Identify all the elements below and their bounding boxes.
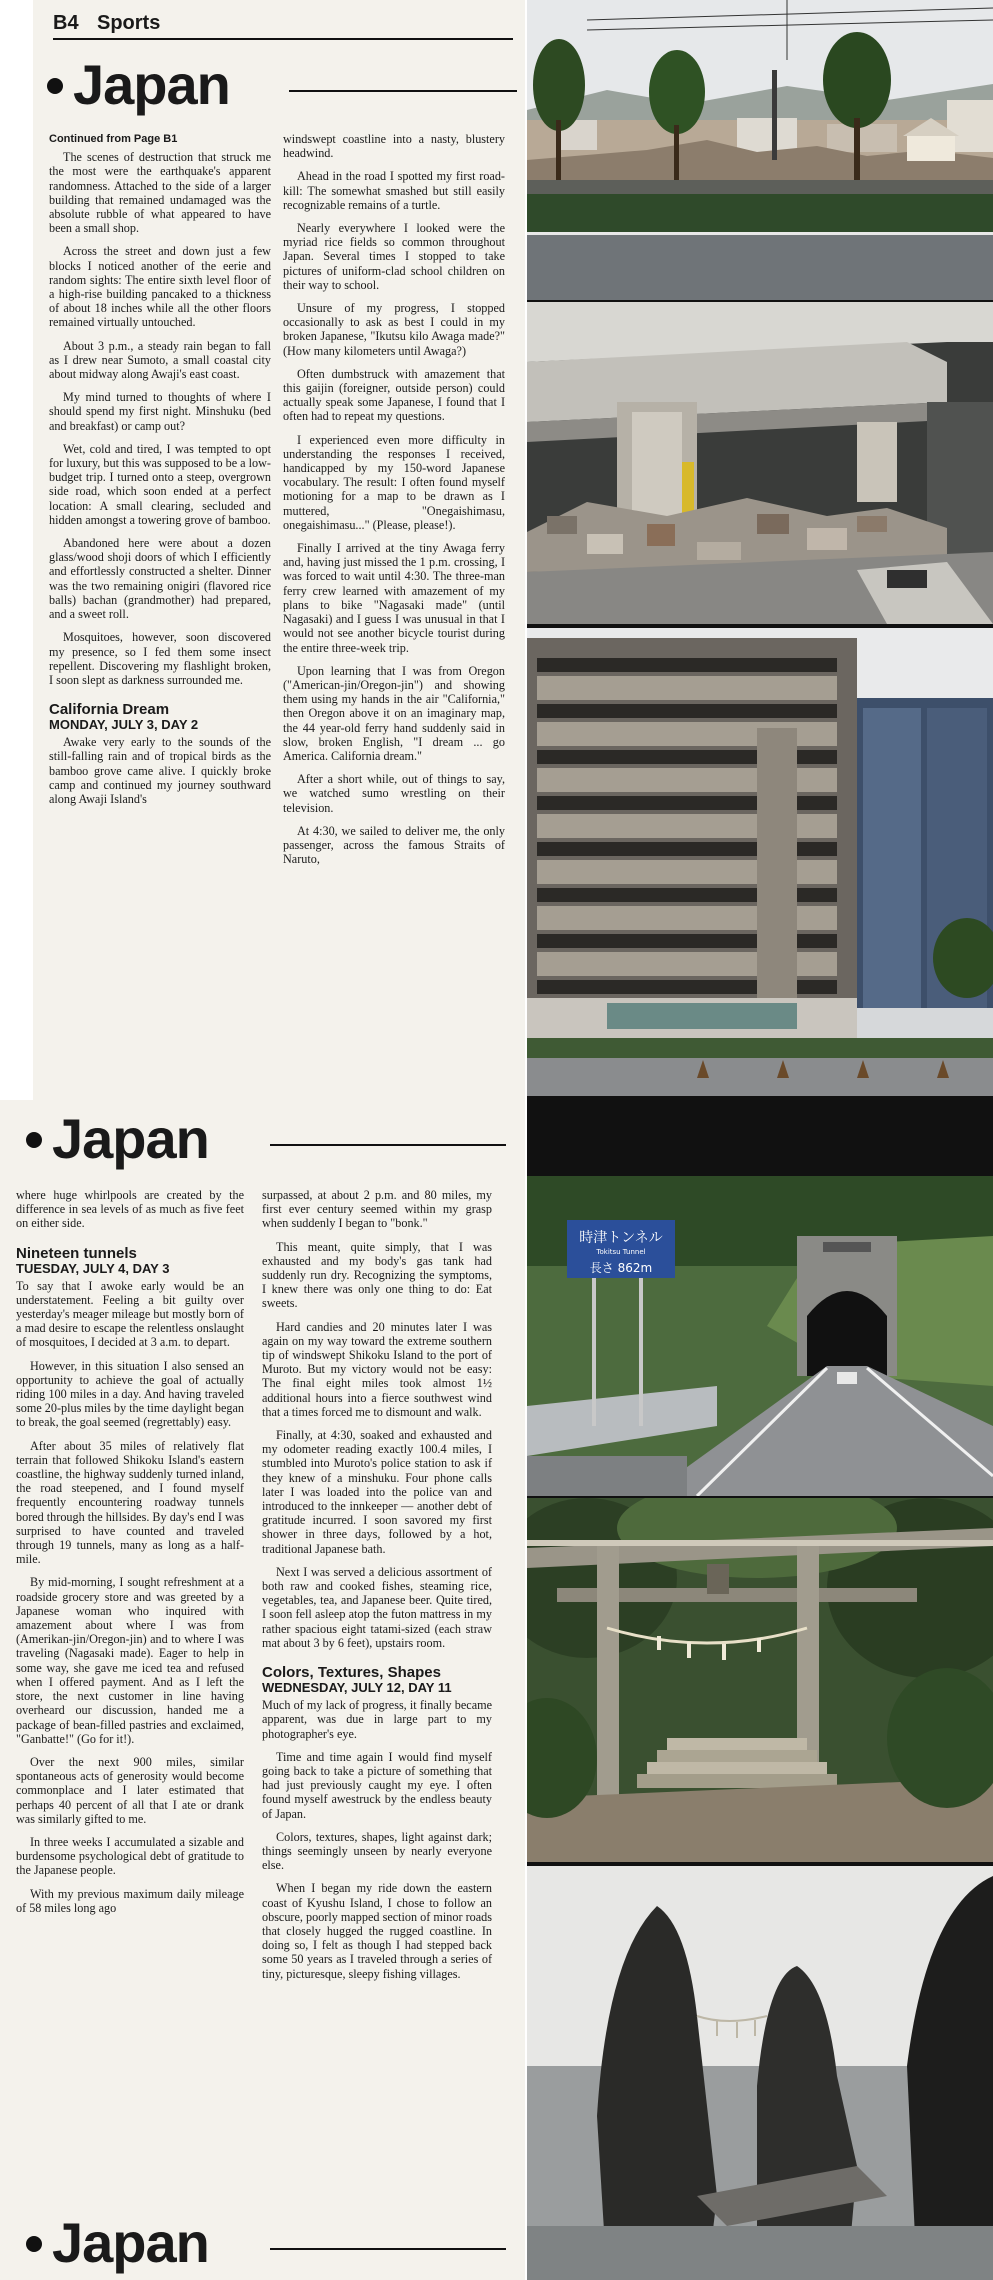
paragraph: Colors, textures, shapes, light against dark; things seemingly unseen by nearly everyone else. xyxy=(262,1829,492,1873)
paragraph: After a short while, out of things to say, we watched sumo wrestling on their television. xyxy=(283,772,505,815)
tunnel-image xyxy=(527,1176,993,1496)
paragraph: where huge whirlpools are created by the difference in sea levels of as much as five feet on either side. xyxy=(16,1188,244,1231)
paragraph: With my previous maximum daily mileage of 58 miles long ago xyxy=(16,1886,244,1915)
top-column-1 xyxy=(49,132,271,815)
paragraph: Ahead in the road I spotted my first road-kill: The somewhat smashed but still easily recognizable remains of a turtle. xyxy=(283,169,505,212)
paragraph: However, in this situation I also sensed an opportunity to achieve the goal of actually riding 100 miles in a day. And having traveled some 20-plus miles by the time daylight began to break, the goal seemed (regrettably) easy. xyxy=(16,1358,244,1430)
photo-city-buildings xyxy=(527,628,993,1096)
bottom-clipping xyxy=(0,1100,525,2280)
paragraph: When I began my ride down the eastern coast of Kyushu Island, I chose to follow an obscure, poorly mapped section of minor roads that closely hugged the rugged coastline. In doing so, I felt as though I had stepped back some 50 years as I traveled through a series of tiny, picturesque, sleepy fishing villages. xyxy=(262,1881,492,1981)
photo-street-rubble xyxy=(527,0,993,300)
bullet-dot-icon xyxy=(26,1132,42,1148)
paragraph: Finally, at 4:30, soaked and exhausted and my odometer reading exactly 100.4 miles, I stumbled into Muroto's police station to ask if they knew of a minshuku. Four phone calls later I was loaded into the police van and introduced to the innkeeper — another debt of gratitude incurred. I soon savored my first shower in three days, followed by a hot, traditional Japanese bath. xyxy=(262,1428,492,1556)
page-header xyxy=(53,8,513,40)
logo-rule xyxy=(289,90,517,92)
paragraph: After about 35 miles of relatively flat terrain that followed Shikoku Island's eastern coastline, the highway suddenly turned inland, the road steepened, and I found myself frequently encountering roadway tunnels bored through the hillsides. By day's end I was surprised to have counted and traveled through 19 tunnels, many as long as a half-mile. xyxy=(16,1438,244,1567)
paragraph: Next I was served a delicious assortment of both raw and cooked fishes, steaming rice, vegetables, tea, and Japanese beer. Quite tired, I soon fell asleep atop the futon mattress in my rather spacious eight tatami-sized (each straw mat about 3 by 6 feet), upstairs room. xyxy=(262,1564,492,1650)
photo-strip xyxy=(527,0,993,2280)
paragraph: Awake very early to the sounds of the still-falling rain and of tropical birds as the bamboo grove came alive. I quickly broke camp and continued my journey southward along Awaji Island's xyxy=(49,735,271,806)
photo-coastal-rocks xyxy=(527,1866,993,2280)
collapsed-overpass-image xyxy=(527,302,993,624)
logo-rule xyxy=(270,2248,506,2250)
street-rubble-image xyxy=(527,0,993,300)
japan-logo-middle xyxy=(26,1107,506,1172)
city-buildings-image xyxy=(527,628,993,1096)
paragraph: I experienced even more difficulty in understanding the responses I received, handicapped by my 150-word Japanese vocabulary. The result: I often found myself motioning for a map to be drawn as I muttered, "Onegaishimasu, onegaishimasu..." (Please, please!). xyxy=(283,432,505,532)
paragraph: By mid-morning, I sought refreshment at a roadside grocery store and was greeted by a Japanese woman who inquired with amazement about where I was from (Amerikan-jin/Oregon-jin) and to where I was traveling (Nagasaki made). Eager to help in some way, she gave me iced tea and refused when I offered payment. And as I left the store, the next customer in line having overheard our discussion, handed me a package of bean-filled pastries and exclaimed, "Ganbatte!" (Go for it!). xyxy=(16,1575,244,1746)
paragraph: Upon learning that I was from Oregon ("American-jin/Oregon-jin") and showing them using my hands in the air "California," then Oregon above it on an imaginary map, the 44 year-old ferry hand suddenly said in slow, broken English, "I dream ... go America. California dream." xyxy=(283,663,505,763)
subhead-colors-textures-shapes: Colors, Textures, Shapes xyxy=(262,1664,441,1682)
paragraph: This meant, quite simply, that I was exhausted and my body's gas tank had suddenly run dry. Recognizing the symptoms, I knew there was only one thing to do: Eat sweets. xyxy=(262,1239,492,1311)
paragraph: My mind turned to thoughts of where I should spend my first night. Minshuku (bed and breakfast) or camp out? xyxy=(49,390,271,433)
paragraph: The scenes of destruction that struck me the most were the earthquake's apparent randomness. Attached to the side of a larger building that remained undamaged was the absolute rubble of what appeared to have been a small shop. xyxy=(49,150,271,236)
paragraph: surpassed, at about 2 p.m. and 80 miles, my first ever century seemed within my grasp when suddenly I began to "bonk." xyxy=(262,1188,492,1231)
tunnel-sign-romaji: Tokitsu Tunnel xyxy=(596,1248,646,1256)
tunnel-sign-name: 時津トンネル xyxy=(579,1230,663,1246)
paragraph: Over the next 900 miles, similar spontaneous acts of generosity would become commonplace and I later estimated that perhaps 40 percent of all that I ate or drank was similarly gifted to me. xyxy=(16,1754,244,1826)
paragraph: At 4:30, we sailed to deliver me, the only passenger, across the famous Straits of Naruto, xyxy=(283,823,505,867)
paragraph: To say that I awoke early would be an understatement. Feeling a bit guilty over yesterday's meager mileage but mostly born of a mad desire to escape the relentless onslaught of mosquitoes, I decided at 3 a.m. to depart. xyxy=(16,1278,244,1350)
paragraph: Wet, cold and tired, I was tempted to opt for luxury, but this was supposed to be a low-budget trip. I turned onto a steep, overgrown side road, which soon ended at a perfect location: A small clearing, secluded and hidden amongst a towering grove of bamboo. xyxy=(49,441,271,527)
paragraph: Time and time again I would find myself going back to take a picture of something that had just previously caught my eye. I often found myself awestruck by the endless beauty of Japan. xyxy=(262,1749,492,1821)
logo-word: Japan xyxy=(52,2211,209,2274)
photo-torii-gate xyxy=(527,1498,993,1862)
paragraph: About 3 p.m., a steady rain began to fall as I drew near Sumoto, a small coastal city about midway along Awaji's east coast. xyxy=(49,338,271,382)
photo-tunnel xyxy=(527,1176,993,1496)
paragraph: Mosquitoes, however, soon discovered my presence, so I fed them some insect repellent. Discovering my flashlight broken, I soon slept as darkness surrounded me. xyxy=(49,630,271,687)
paragraph: windswept coastline into a nasty, blustery headwind. xyxy=(283,132,505,161)
paragraph: Often dumbstruck with amazement that this gaijin (foreigner, outside person) could actually speak some Japanese, I found that I often had to repeat my questions. xyxy=(283,366,505,424)
bullet-dot-icon xyxy=(47,78,63,94)
logo-rule xyxy=(270,1144,506,1146)
top-clipping xyxy=(33,0,525,1100)
bottom-column-2 xyxy=(262,1188,492,1990)
dateline: MONDAY, JULY 3, DAY 2 xyxy=(49,717,199,733)
bottom-column-1 xyxy=(16,1188,244,1924)
paragraph: In three weeks I accumulated a sizable and burdensome psychological debt of gratitude to the Japanese people. xyxy=(16,1834,244,1878)
photo-collapsed-overpass xyxy=(527,302,993,624)
dateline: WEDNESDAY, JULY 12, DAY 11 xyxy=(262,1680,452,1696)
japan-logo-bottom xyxy=(26,2211,506,2276)
top-column-2 xyxy=(283,132,505,875)
bullet-dot-icon xyxy=(26,2236,42,2252)
paragraph: Much of my lack of progress, it finally became apparent, was due in large part to my photographer's eye. xyxy=(262,1698,492,1741)
paragraph: Finally I arrived at the tiny Awaga ferry and, having just missed the 1 p.m. crossing, I was forced to wait until 4:30. The three-man ferry crew learned with amazement of my plans to bike "Nagasaki made" (until Nagasaki) and I guess I was unusual in that I would not see another bicycle tourist during the entire three-week trip. xyxy=(283,541,505,655)
subhead-nineteen-tunnels: Nineteen tunnels xyxy=(16,1244,137,1262)
torii-gate-image xyxy=(527,1498,993,1862)
page-number: B4 xyxy=(53,12,79,34)
paragraph: Unsure of my progress, I stopped occasionally to ask as best I could in my broken Japanese, "Ikutsu kilo Awaga made?" (How many kilometers until Awaga?) xyxy=(283,301,505,358)
paragraph: Across the street and down just a few blocks I noticed another of the eerie and random sights: The entire sixth level floor of a high-rise building pancaked to a thickness of about 18 inches while all the other floors remained virtually untouched. xyxy=(49,244,271,330)
subhead-california-dream: California Dream xyxy=(49,701,170,719)
coastal-rocks-image xyxy=(527,1866,993,2280)
paragraph: Nearly everywhere I looked were the myriad rice fields so common throughout Japan. Several times I stopped to take pictures of uniform-clad school children on their way to school. xyxy=(283,221,505,292)
logo-word: Japan xyxy=(73,53,230,116)
continued-line: Continued from Page B1 xyxy=(49,133,178,145)
paragraph: Abandoned here were about a dozen glass/wood shoji doors of which I efficiently and effortlessly constructed a shelter. Dinner was the two remaining onigiri (flavored rice balls) bachan (grandmother) had prepared, and a sweet roll. xyxy=(49,536,271,622)
japan-logo-top xyxy=(47,53,517,118)
logo-word: Japan xyxy=(52,1107,209,1170)
section-name: Sports xyxy=(97,12,161,34)
paragraph: Hard candies and 20 minutes later I was again on my way toward the extreme southern tip of windswept Shikoku Island to the port of Muroto. But my victory would not be easy: The final eight miles took almost 1½ additional hours into a fierce southwest wind that a times forced me to dismount and walk. xyxy=(262,1319,492,1419)
tunnel-sign-length: 長さ 862m xyxy=(589,1261,653,1275)
dateline: TUESDAY, JULY 4, DAY 3 xyxy=(16,1260,170,1276)
